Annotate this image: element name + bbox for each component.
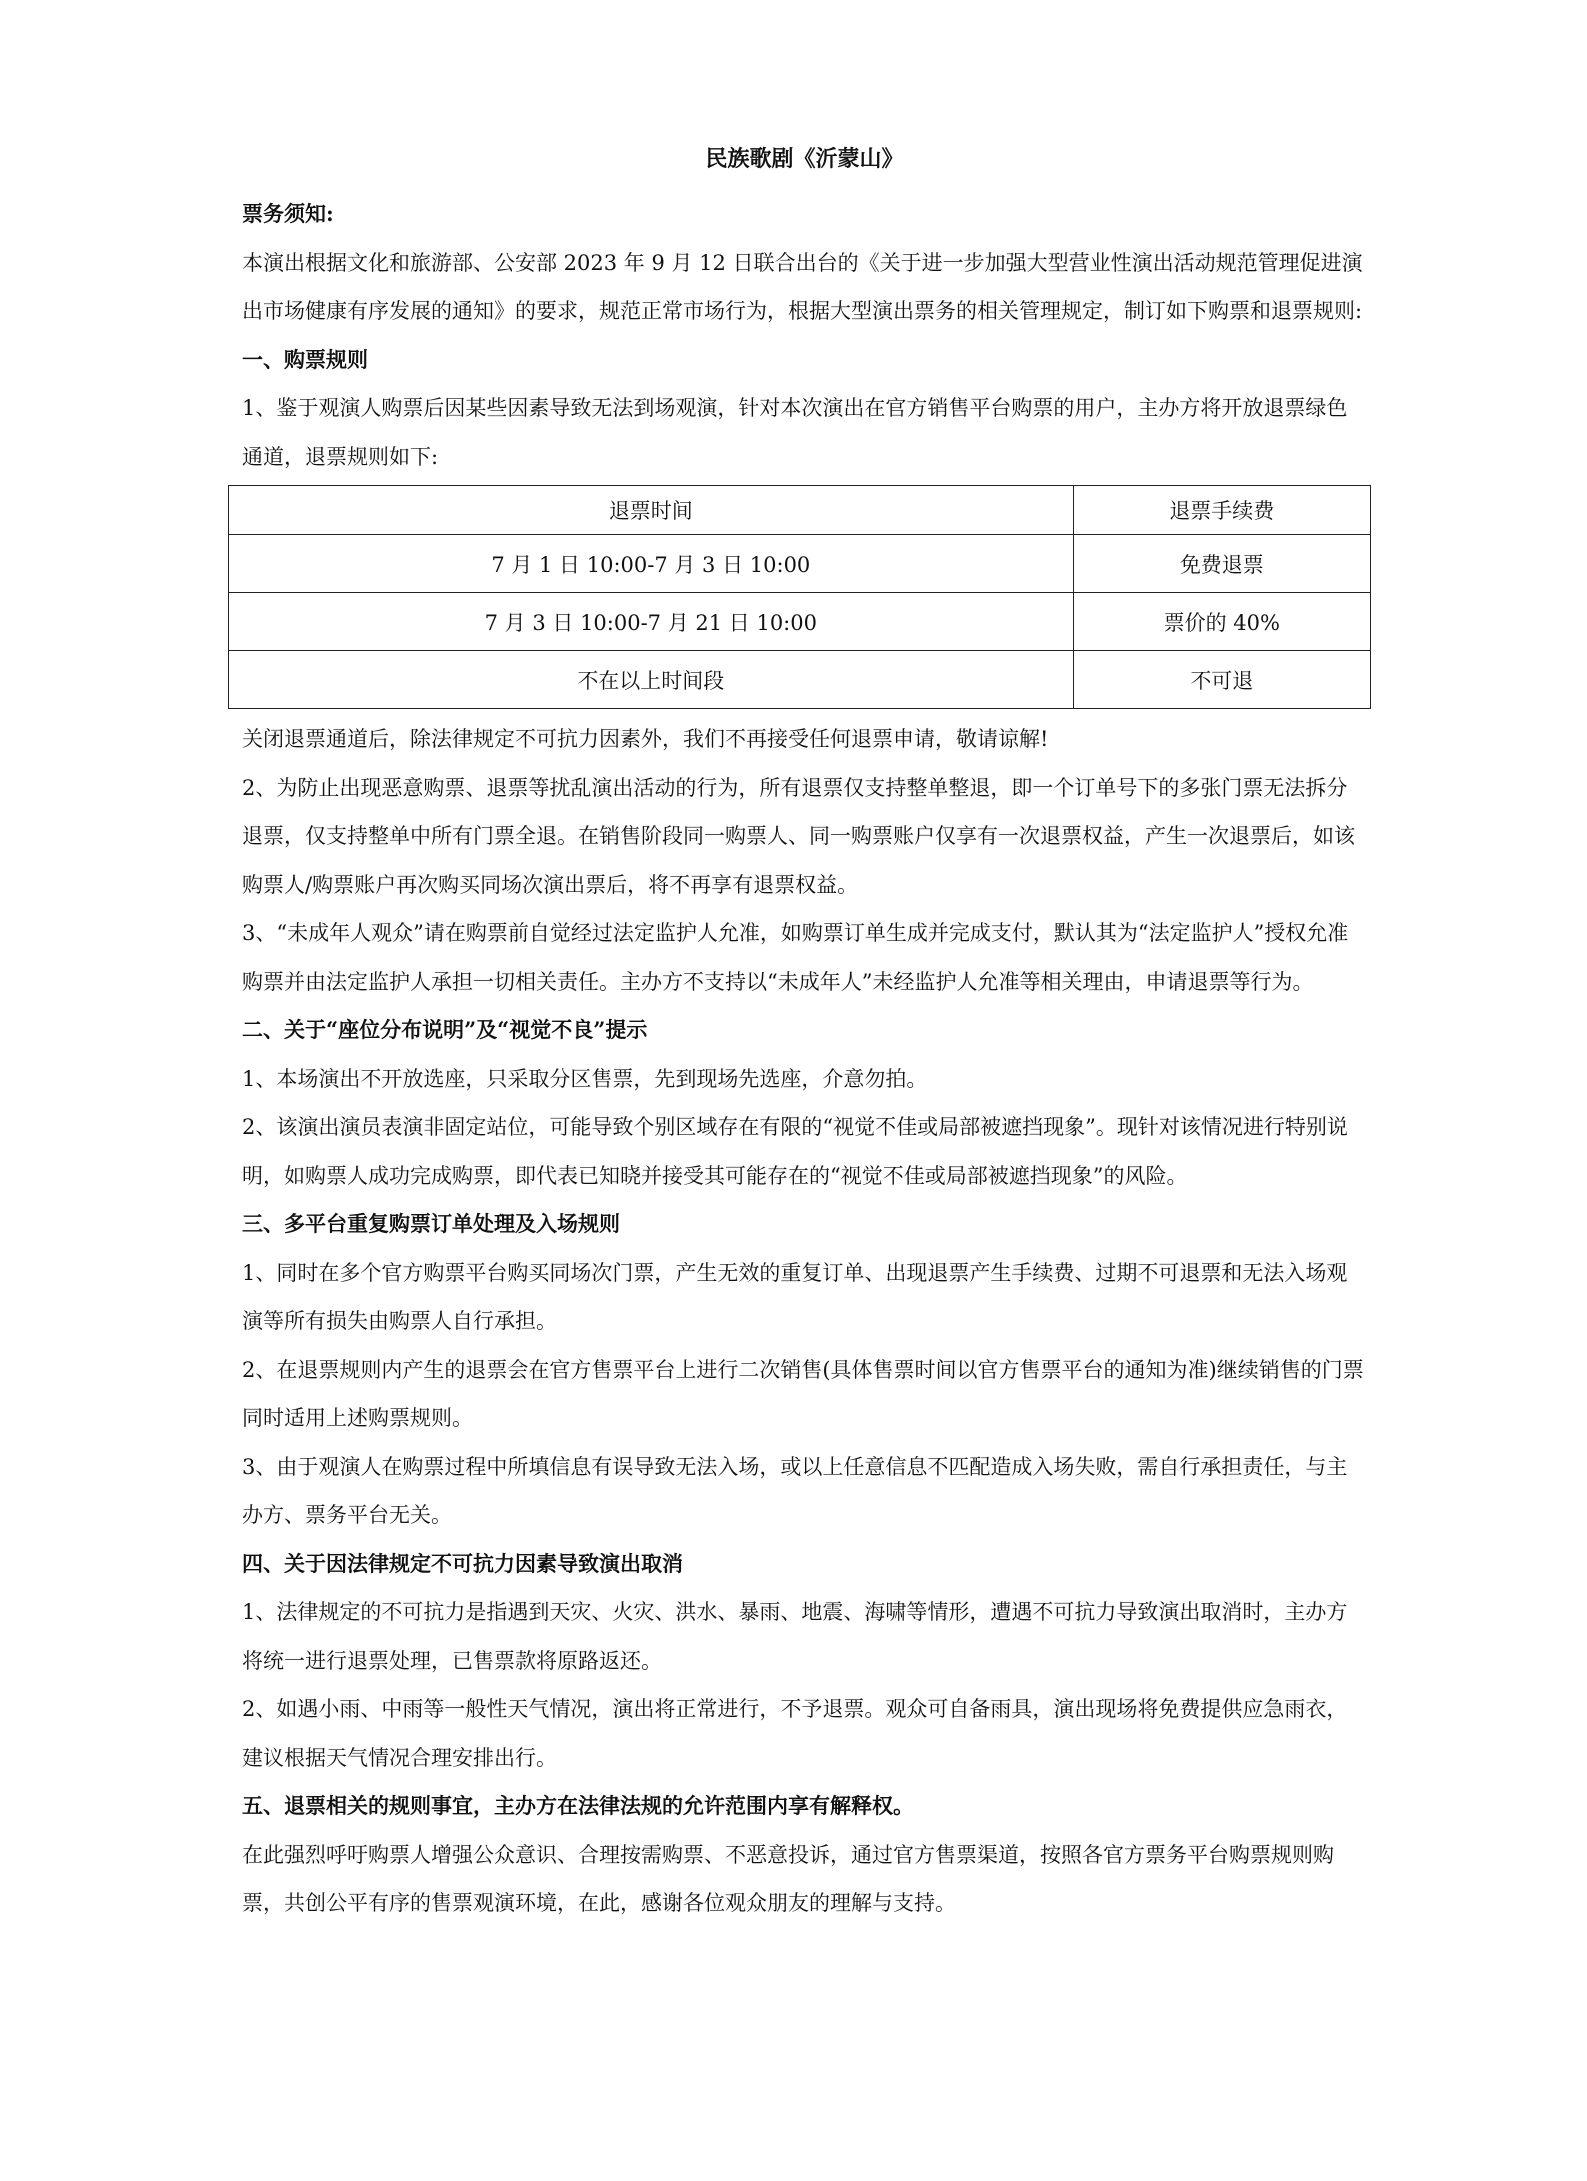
- refund-time-cell: 7 月 3 日 10:00-7 月 21 日 10:00: [229, 593, 1074, 651]
- notice-heading: 票务须知:: [242, 201, 334, 226]
- refund-table-header: [229, 486, 1371, 535]
- section3-paragraph-3: 3、由于观演人在购票过程中所填信息有误导致无法入场，或以上任意信息不匹配造成入场失败，需自行承担责任，与主办方、票务平台无关。: [242, 1454, 1348, 1527]
- document-title: 民族歌剧《沂蒙山》: [705, 146, 904, 172]
- table-row: [229, 593, 1371, 651]
- section3-heading: 三、多平台重复购票订单处理及入场规则: [242, 1211, 620, 1236]
- section2-paragraph-2: 2、该演出演员表演非固定站位，可能导致个别区域存在有限的“视觉不佳或局部被遮挡现象”。现针对该情况进行特别说明，如购票人成功完成购票，即代表已知晓并接受其可能存在的“视觉不佳或局部被遮挡现象”的风险。: [242, 1115, 1348, 1188]
- section4-heading: 四、关于因法律规定不可抗力因素导致演出取消: [242, 1550, 683, 1576]
- refund-table: [228, 485, 1371, 709]
- section3-paragraph-1: 1、同时在多个官方购票平台购买同场次门票，产生无效的重复订单、出现退票产生手续费、过期不可退票和无法入场观演等所有损失由购票人自行承担。: [242, 1260, 1348, 1333]
- refund-fee-cell: 免费退票: [1073, 535, 1370, 593]
- section1-heading: 一、购票规则: [242, 346, 368, 372]
- section2-heading: 二、关于“座位分布说明”及“视觉不良”提示: [242, 1017, 648, 1042]
- section2-paragraph-1: 1、本场演出不开放选座，只采取分区售票，先到现场先选座，介意勿拍。: [242, 1066, 928, 1091]
- refund-fee-cell: 不可退: [1073, 651, 1370, 709]
- intro-paragraph: 本演出根据文化和旅游部、公安部 2023 年 9 月 12 日联合出台的《关于进一步加强大型营业性演出活动规范管理促进演出市场健康有序发展的通知》的要求，规范正常市场行为，根据大型演出票务的相关管理规定，制订如下购票和退票规则:: [242, 250, 1363, 323]
- refund-table-col-fee: 退票手续费: [1073, 486, 1370, 535]
- section4-paragraph-2: 2、如遇小雨、中雨等一般性天气情况，演出将正常进行，不予退票。观众可自备雨具，演出现场将免费提供应急雨衣，建议根据天气情况合理安排出行。: [242, 1697, 1348, 1770]
- table-row: [229, 535, 1371, 593]
- refund-table-col-time: 退票时间: [229, 486, 1074, 535]
- section3-paragraph-2: 2、在退票规则内产生的退票会在官方售票平台上进行二次销售(具体售票时间以官方售票平台的通知为准)继续销售的门票同时适用上述购票规则。: [242, 1357, 1364, 1430]
- section5-paragraph-1: 在此强烈呼吁购票人增强公众意识、合理按需购票、不恶意投诉，通过官方售票渠道，按照各官方票务平台购票规则购票，共创公平有序的售票观演环境，在此，感谢各位观众朋友的理解与支持。: [242, 1842, 1334, 1915]
- section1-paragraph-1: 1、鉴于观演人购票后因某些因素导致无法到场观演，针对本次演出在官方销售平台购票的用户，主办方将开放退票绿色通道，退票规则如下:: [242, 396, 1348, 469]
- refund-time-cell: 不在以上时间段: [229, 651, 1074, 709]
- after-table-paragraph: 关闭退票通道后，除法律规定不可抗力因素外，我们不再接受任何退票申请，敬请谅解!: [242, 727, 1049, 751]
- section1-paragraph-3: 3、“未成年人观众”请在购票前自觉经过法定监护人允准，如购票订单生成并完成支付，默认其为“法定监护人”授权允准购票并由法定监护人承担一切相关责任。主办方不支持以“未成年人”未经监护人允准等相关理由，申请退票等行为。: [242, 921, 1349, 994]
- table-row: [229, 651, 1371, 709]
- section1-paragraph-2: 2、为防止出现恶意购票、退票等扰乱演出活动的行为，所有退票仅支持整单整退，即一个订单号下的多张门票无法拆分退票，仅支持整单中所有门票全退。在销售阶段同一购票人、同一购票账户仅享有一次退票权益，产生一次退票后，如该购票人/购票账户再次购买同场次演出票后，将不再享有退票权益。: [242, 775, 1355, 897]
- refund-fee-cell: 票价的 40%: [1073, 593, 1370, 651]
- refund-time-cell: 7 月 1 日 10:00-7 月 3 日 10:00: [229, 535, 1074, 593]
- section5-heading: 五、退票相关的规则事宜，主办方在法律法规的允许范围内享有解释权。: [242, 1793, 914, 1818]
- section4-paragraph-1: 1、法律规定的不可抗力是指遇到天灾、火灾、洪水、暴雨、地震、海啸等情形，遭遇不可抗力导致演出取消时，主办方将统一进行退票处理，已售票款将原路返还。: [242, 1600, 1348, 1673]
